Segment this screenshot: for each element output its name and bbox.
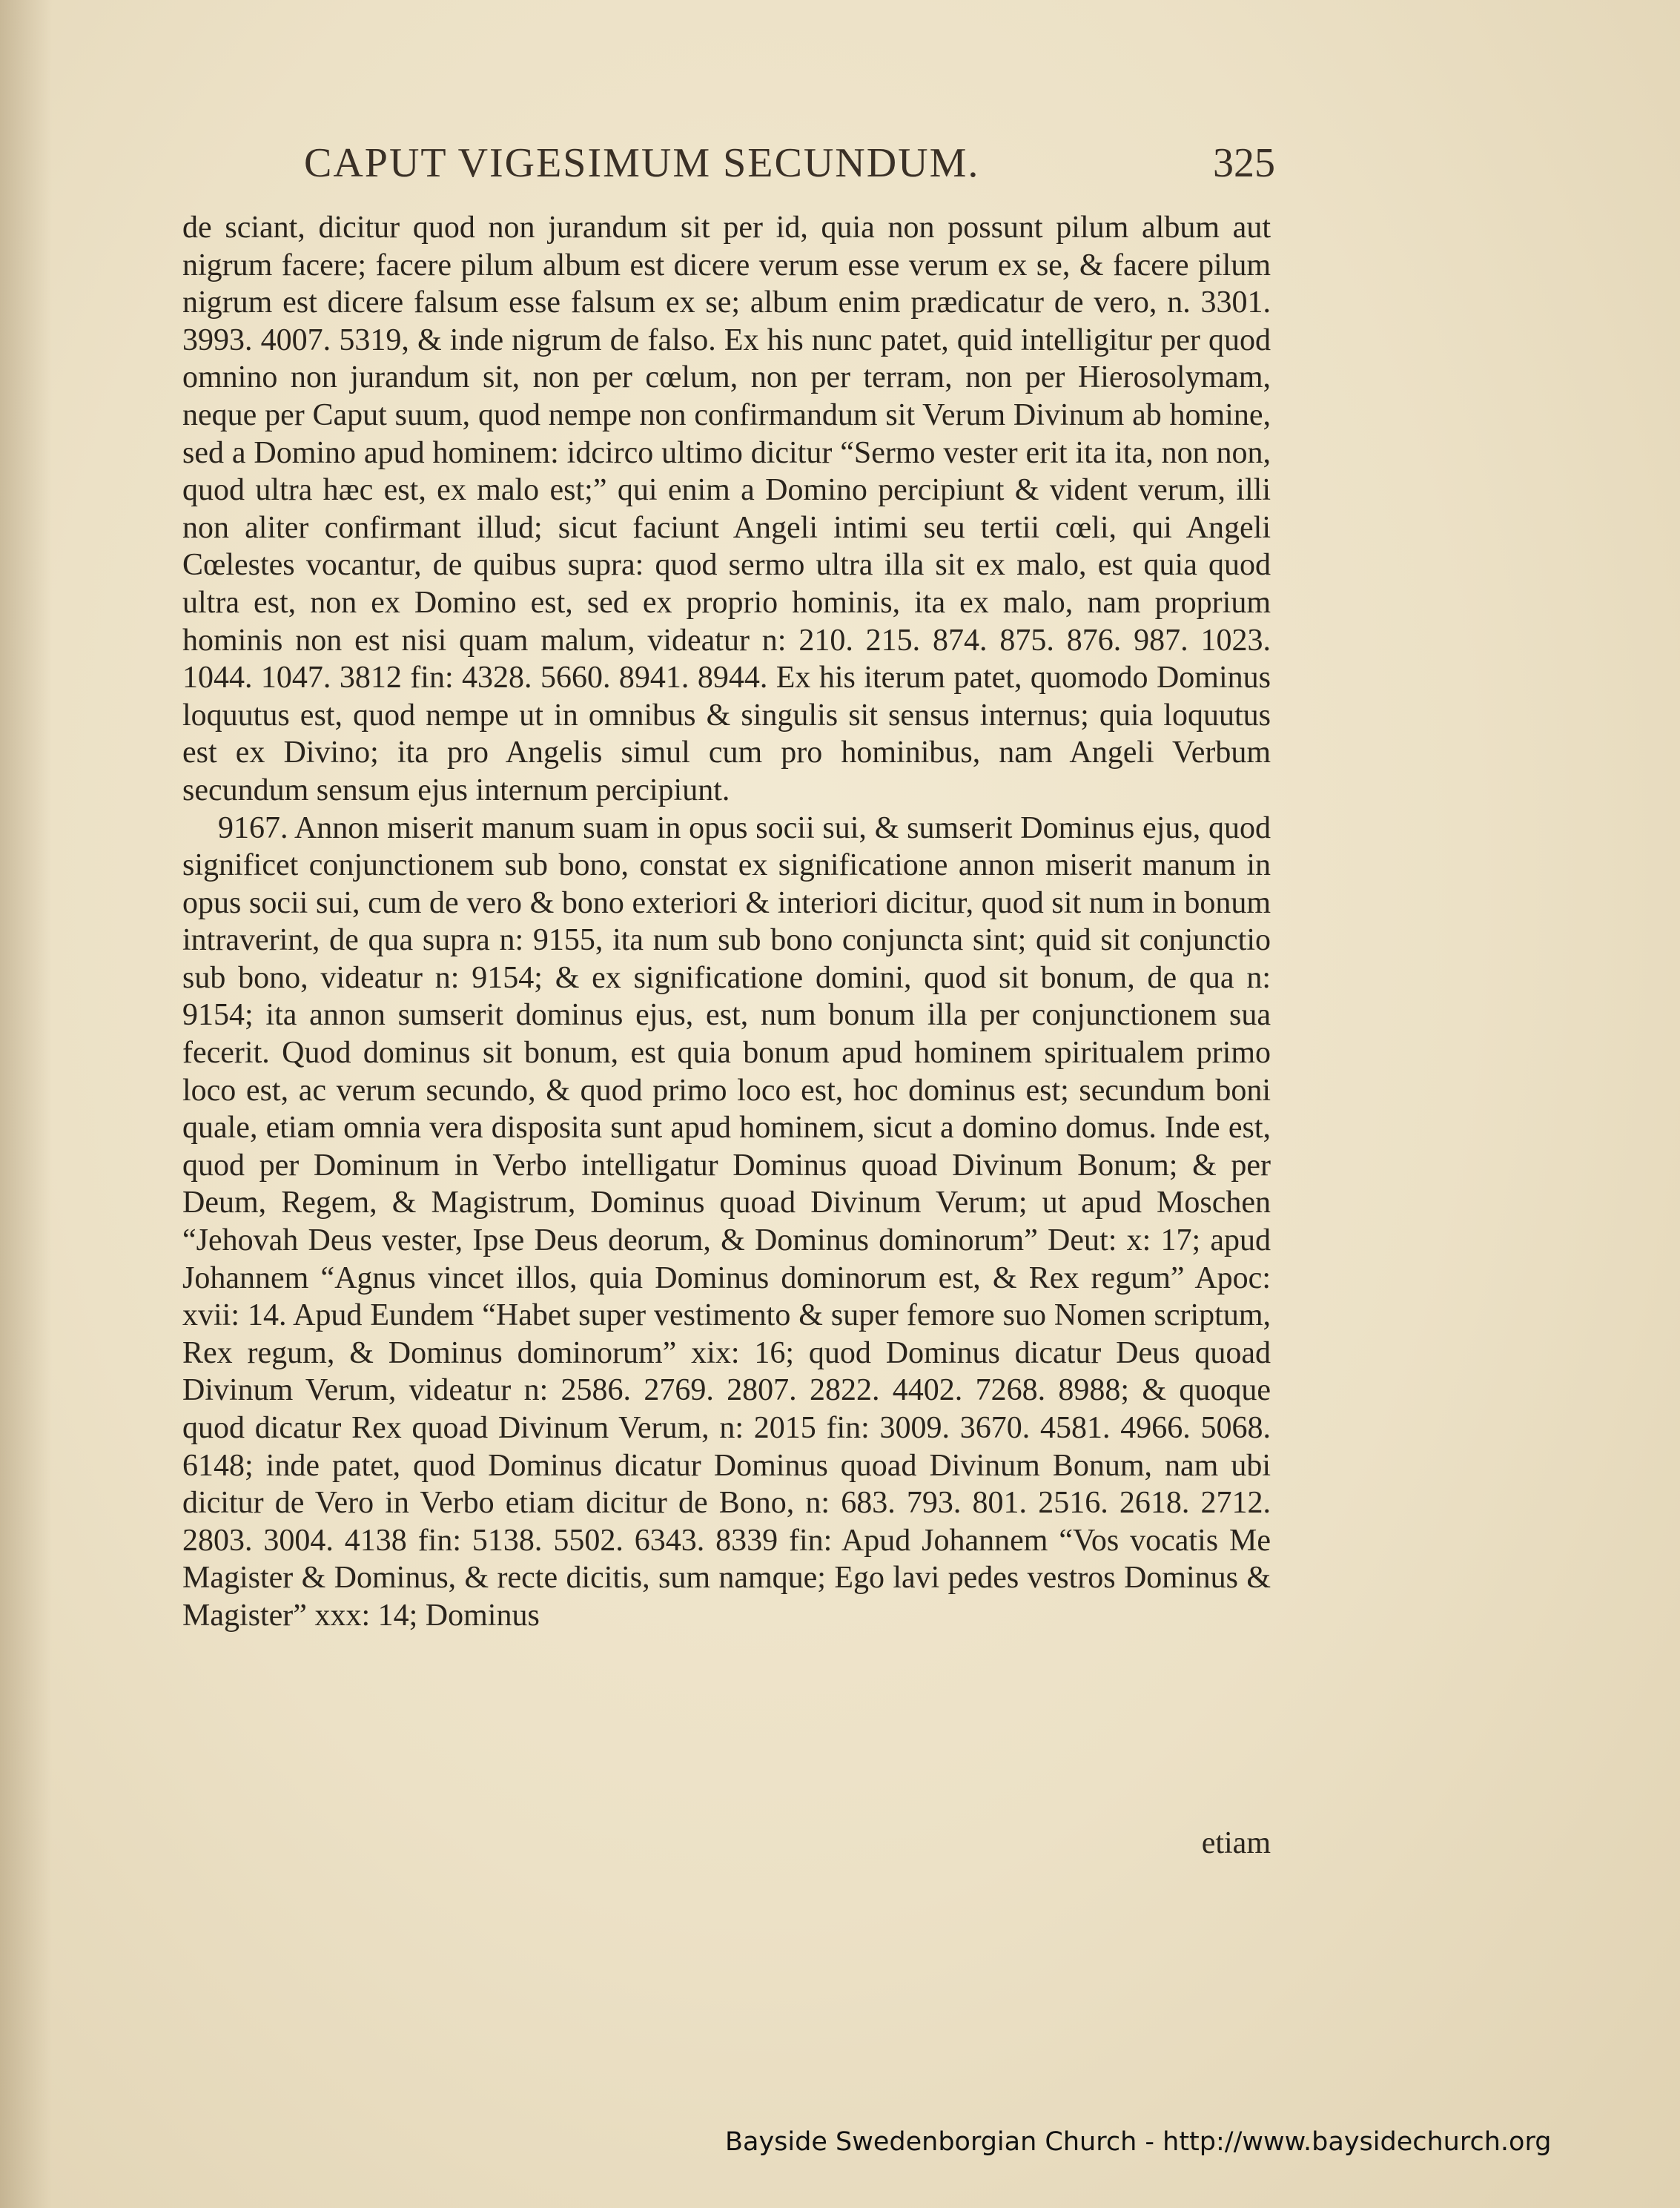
paragraph-continuation: de sciant, dicitur quod non jurandum sit per id, quia non possunt pilum album aut nigrum facere; facere pilum album est dicere verum esse verum ex se, & facere pilum nigrum est dicere falsum esse falsum ex se; album enim prædicatur de vero, n. 3301. 3993. 4007. 5319, & inde nigrum de falso. Ex his nunc patet, quid intelligitur per quod omnino non jurandum sit, non per cœlum, non per terram, non per Hierosolymam, neque per Caput suum, quod nempe non confirmandum sit Verum Divinum ab homine, sed a Domino apud hominem: idcirco ultimo dicitur “Sermo vester erit ita ita, non non, quod ultra hæc est, ex malo est;” qui enim a Domino percipiunt & vident verum, illi non aliter confirmant illud; sicut faciunt Angeli intimi seu tertii cœli, qui Angeli Cœlestes vocantur, de quibus supra: quod sermo ultra illa sit ex malo, est quia quod ultra est, non ex Domino est, sed ex proprio hominis, ita ex malo, nam proprium hominis non est nisi quam malum, videatur n: 210. 215. 874. 875. 876. 987. 1023. 1044. 1047. 3812 fin: 4328. 5660. 8941. 8944. Ex his iterum patet, quomodo Dominus loquutus est, quod nempe ut in omnibus & singulis sit sensus internus; quia loquutus est ex Divino; ita pro Angelis simul cum pro hominibus, nam Angeli Verbum secundum sensum ejus internum percipiunt. — [182, 211, 1271, 807]
body-text — [182, 209, 1271, 1635]
page-header — [304, 139, 1275, 199]
running-title: CAPUT VIGESIMUM SECUNDUM. — [304, 140, 980, 186]
binding-shadow — [0, 0, 52, 2208]
source-credit: Bayside Swedenborgian Church - http://www.baysidechurch.org — [725, 2127, 1552, 2157]
catchword: etiam — [1201, 1826, 1271, 1860]
paragraph-9167: 9167. Annon miserit manum suam in opus socii sui, & sumserit Dominus ejus, quod significet conjunctionem sub bono, constat ex significatione annon miserit manum in opus socii sui, cum de vero & bono exteriori & interiori dicitur, quod sit num in bonum intraverint, de qua supra n: 9155, ita num sub bono conjuncta sint; quid sit conjunctio sub bono, videatur n: 9154; & ex significatione domini, quod sit bonum, de qua n: 9154; ita annon sumserit dominus ejus, est, num bonum illa per conjunctionem sua fecerit. Quod dominus sit bonum, est quia bonum apud hominem spiritualem primo loco est, ac verum secundo, & quod primo loco est, hoc dominus est; secundum boni quale, etiam omnia vera disposita sunt apud hominem, sicut a domino domus. Inde est, quod per Dominum in Verbo intelligatur Dominus quoad Divinum Bonum; & per Deum, Regem, & Magistrum, Dominus quoad Divinum Verum; ut apud Moschen “Jehovah Deus vester, Ipse Deus deorum, & Dominus dominorum” Deut: x: 17; apud Johannem “Agnus vincet illos, quia Dominus dominorum est, & Rex regum” Apoc: xvii: 14. Apud Eundem “Habet super vestimento & super femore suo Nomen scriptum, Rex regum, & Dominus dominorum” xix: 16; quod Dominus dicatur Deus quoad Divinum Verum, videatur n: 2586. 2769. 2807. 2822. 4402. 7268. 8988; & quoque quod dicatur Rex quoad Divinum Verum, n: 2015 fin: 3009. 3670. 4581. 4966. 5068. 6148; inde patet, quod Dominus dicatur Dominus quoad Divinum Bonum, nam ubi dicitur de Vero in Verbo etiam dicitur de Bono, n: 683. 793. 801. 2516. 2618. 2712. 2803. 3004. 4138 fin: 5138. 5502. 6343. 8339 fin: Apud Johannem “Vos vocatis Me Magister & Dominus, & recte dicitis, sum namque; Ego lavi pedes vestros Dominus & Magister” xxx: 14; Dominus — [182, 810, 1271, 1633]
page-number: 325 — [1213, 140, 1275, 186]
